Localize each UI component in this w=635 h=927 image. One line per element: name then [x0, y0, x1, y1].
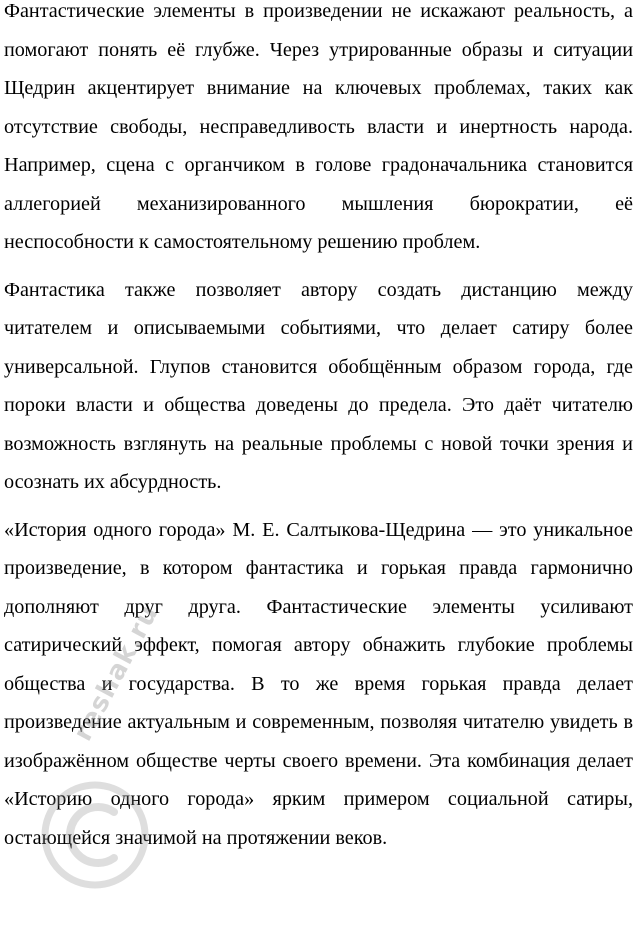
paragraph-1: Фантастические элементы в произведении не искажают реальность, а помогают понять её глубже. Через утрированные образы и ситуации Щедрин акцентирует внимание на ключевых проблемах, таких как отсутствие свободы, несправедливость власти и инертность народа. Например, сцена с органчиком в голове градоначальника становится аллегорией механизированного мышления бюрократии, её неспособности к самостоятельному решению проблем.: [4, 0, 633, 253]
watermark-text: reshak.ru: [68, 599, 165, 747]
paragraph-2: Фантастика также позволяет автору создать дистанцию между читателем и описываемыми событиями, что делает сатиру более универсальной. Глупов становится обобщённым образом города, где пороки власти и общества доведены до предела. Это даёт читателю возможность взглянуть на реальные проблемы с новой точки зрения и осознать их абсурдность.: [4, 278, 633, 493]
paragraph-3: «История одного города» М. Е. Салтыкова-Щедрина — это уникальное произведение, в котором фантастика и горькая правда гармонично дополняют друг друга. Фантастические элементы усиливают сатирический эффект, помогая автору обнажить глубокие проблемы общества и государства. В то же время горькая правда делает произведение актуальным и современным, позволяя читателю увидеть в изображённом обществе черты своего времени. Эта комбинация делает «Историю одного города» ярким примером социальной сатиры, остающейся значимой на протяжении веков.: [4, 518, 633, 849]
document-body: [4, 0, 633, 857]
